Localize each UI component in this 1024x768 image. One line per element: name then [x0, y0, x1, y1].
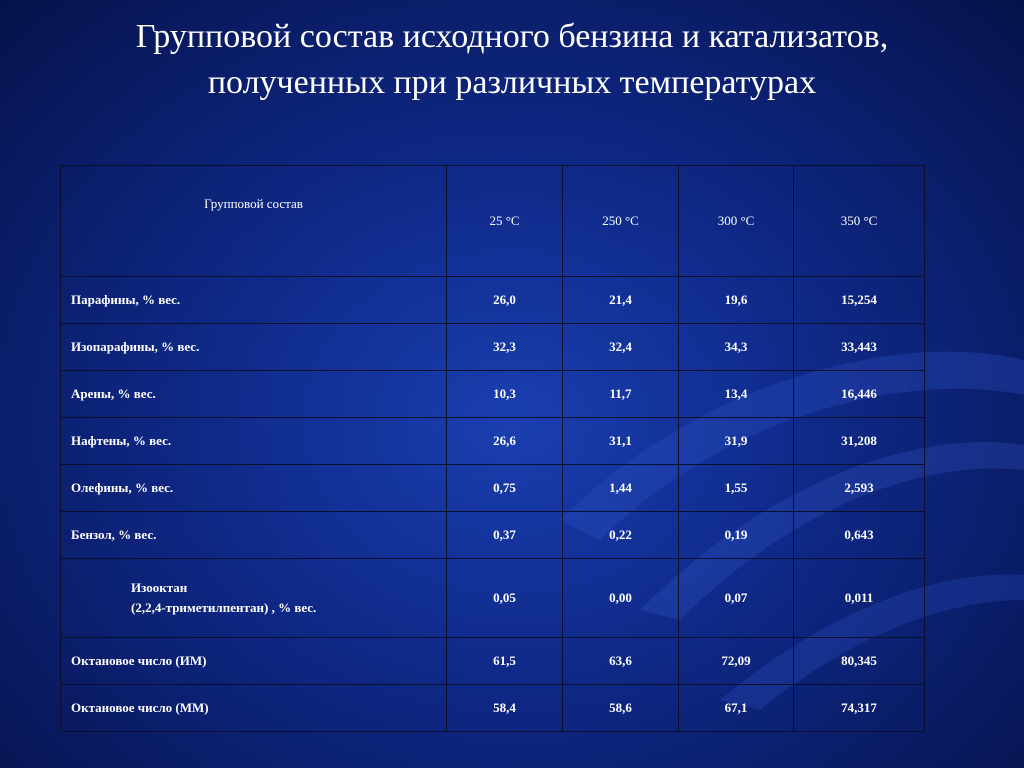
table-cell: 32,4	[563, 324, 679, 371]
table-cell: 0,643	[794, 512, 925, 559]
table-row	[61, 465, 925, 512]
table-cell: 26,0	[447, 277, 563, 324]
table-row	[61, 559, 925, 638]
table-cell: 33,443	[794, 324, 925, 371]
table-cell: 11,7	[563, 371, 679, 418]
column-header-25c: 25 °C	[447, 166, 563, 277]
row-label: Парафины, % вес.	[61, 277, 447, 324]
table-cell: 15,254	[794, 277, 925, 324]
table-cell: 0,00	[563, 559, 679, 638]
table-row	[61, 638, 925, 685]
table-cell: 0,05	[447, 559, 563, 638]
slide-title	[40, 14, 984, 106]
table-row	[61, 685, 925, 732]
slide-title-line1: Групповой состав исходного бензина и катализатов,	[135, 18, 889, 55]
table-row	[61, 277, 925, 324]
row-label: Изопарафины, % вес.	[61, 324, 447, 371]
table-cell: 31,1	[563, 418, 679, 465]
table-cell: 31,9	[679, 418, 794, 465]
table-cell: 63,6	[563, 638, 679, 685]
row-label-line1: Изооктан	[131, 580, 188, 595]
row-label: Октановое число (ИМ)	[61, 638, 447, 685]
table-cell: 2,593	[794, 465, 925, 512]
table-cell: 74,317	[794, 685, 925, 732]
table-cell: 19,6	[679, 277, 794, 324]
row-label: Бензол, % вес.	[61, 512, 447, 559]
table-cell: 61,5	[447, 638, 563, 685]
table-cell: 1,44	[563, 465, 679, 512]
column-header-350c: 350 °C	[794, 166, 925, 277]
row-label: Октановое число (ММ)	[61, 685, 447, 732]
table-cell: 0,19	[679, 512, 794, 559]
table-row	[61, 512, 925, 559]
table-cell: 10,3	[447, 371, 563, 418]
table-row	[61, 418, 925, 465]
table-cell: 21,4	[563, 277, 679, 324]
composition-table	[60, 165, 925, 732]
table-cell: 58,4	[447, 685, 563, 732]
row-label: Олефины, % вес.	[61, 465, 447, 512]
table-cell: 16,446	[794, 371, 925, 418]
column-header-300c: 300 °C	[679, 166, 794, 277]
table-cell: 1,55	[679, 465, 794, 512]
slide-title-line2: полученных при различных температурах	[207, 64, 817, 101]
table-cell: 32,3	[447, 324, 563, 371]
table-cell: 26,6	[447, 418, 563, 465]
column-header-250c: 250 °C	[563, 166, 679, 277]
table-cell: 80,345	[794, 638, 925, 685]
column-header-composition: Групповой состав	[61, 166, 447, 277]
table-cell: 0,37	[447, 512, 563, 559]
table-cell: 0,75	[447, 465, 563, 512]
row-label	[61, 559, 447, 638]
table-cell: 13,4	[679, 371, 794, 418]
table-row	[61, 324, 925, 371]
table-row	[61, 371, 925, 418]
row-label: Нафтены, % вес.	[61, 418, 447, 465]
table-cell: 72,09	[679, 638, 794, 685]
table-cell: 0,011	[794, 559, 925, 638]
table-cell: 34,3	[679, 324, 794, 371]
table-cell: 0,07	[679, 559, 794, 638]
table-cell: 67,1	[679, 685, 794, 732]
row-label-line2: (2,2,4-триметилпентан) , % вес.	[131, 600, 317, 615]
table-cell: 31,208	[794, 418, 925, 465]
table-header-row	[61, 166, 925, 277]
table-cell: 58,6	[563, 685, 679, 732]
row-label: Арены, % вес.	[61, 371, 447, 418]
table-cell: 0,22	[563, 512, 679, 559]
